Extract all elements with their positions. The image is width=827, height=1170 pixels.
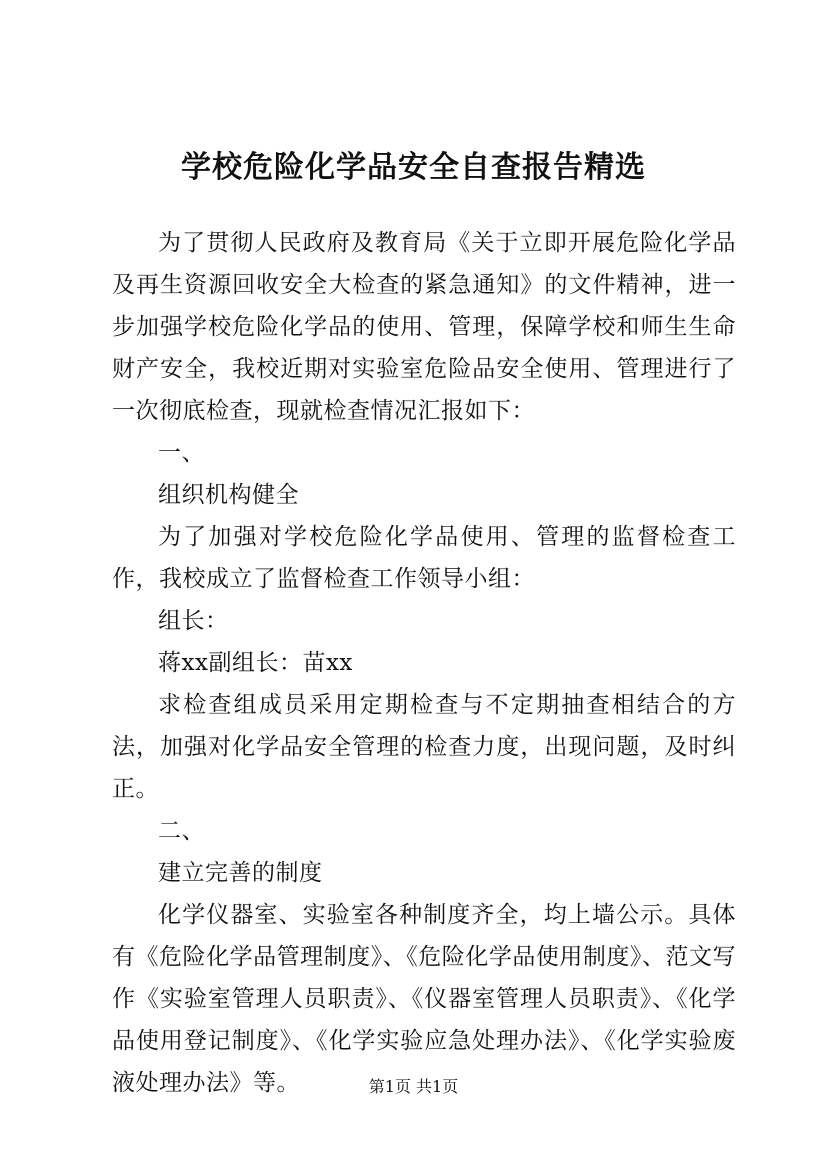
section-heading-organization: 组织机构健全 bbox=[158, 482, 299, 508]
document-body bbox=[112, 222, 736, 1104]
paragraph-leader-label: 组长： bbox=[158, 608, 229, 634]
paragraph-inspection-method: 求检查组成员采用定期检查与不定期抽查相结合的方法，加强对化学品安全管理的检查力度，出现问题，及时纠正。 bbox=[112, 692, 736, 802]
page-number-footer: 第1页 共1页 bbox=[368, 1077, 459, 1096]
section-number-two: 二、 bbox=[158, 818, 205, 844]
paragraph-rules-list: 化学仪器室、实验室各种制度齐全，均上墙公示。具体有《危险化学品管理制度》、《危险化学品使用制度》、范文写作《实验室管理人员职责》、《仪器室管理人员职责》、《化学品使用登记制度》、《化学实验应急处理办法》、《化学实验废液处理办法》等。 bbox=[112, 902, 736, 1096]
paragraph-leader-names: 蒋xx副组长：苗xx bbox=[158, 650, 353, 676]
section-heading-rules: 建立完善的制度 bbox=[158, 860, 323, 886]
document-title: 学校危险化学品安全自查报告精选 bbox=[181, 150, 646, 185]
paragraph-supervision: 为了加强对学校危险化学品使用、管理的监督检查工作，我校成立了监督检查工作领导小组： bbox=[112, 524, 736, 592]
section-number-one: 一、 bbox=[158, 440, 205, 466]
paragraph-intro: 为了贯彻人民政府及教育局《关于立即开展危险化学品及再生资源回收安全大检查的紧急通知》的文件精神，进一步加强学校危险化学品的使用、管理，保障学校和师生生命财产安全，我校近期对实验室危险品安全使用、管理进行了一次彻底检查，现就检查情况汇报如下： bbox=[112, 230, 736, 424]
